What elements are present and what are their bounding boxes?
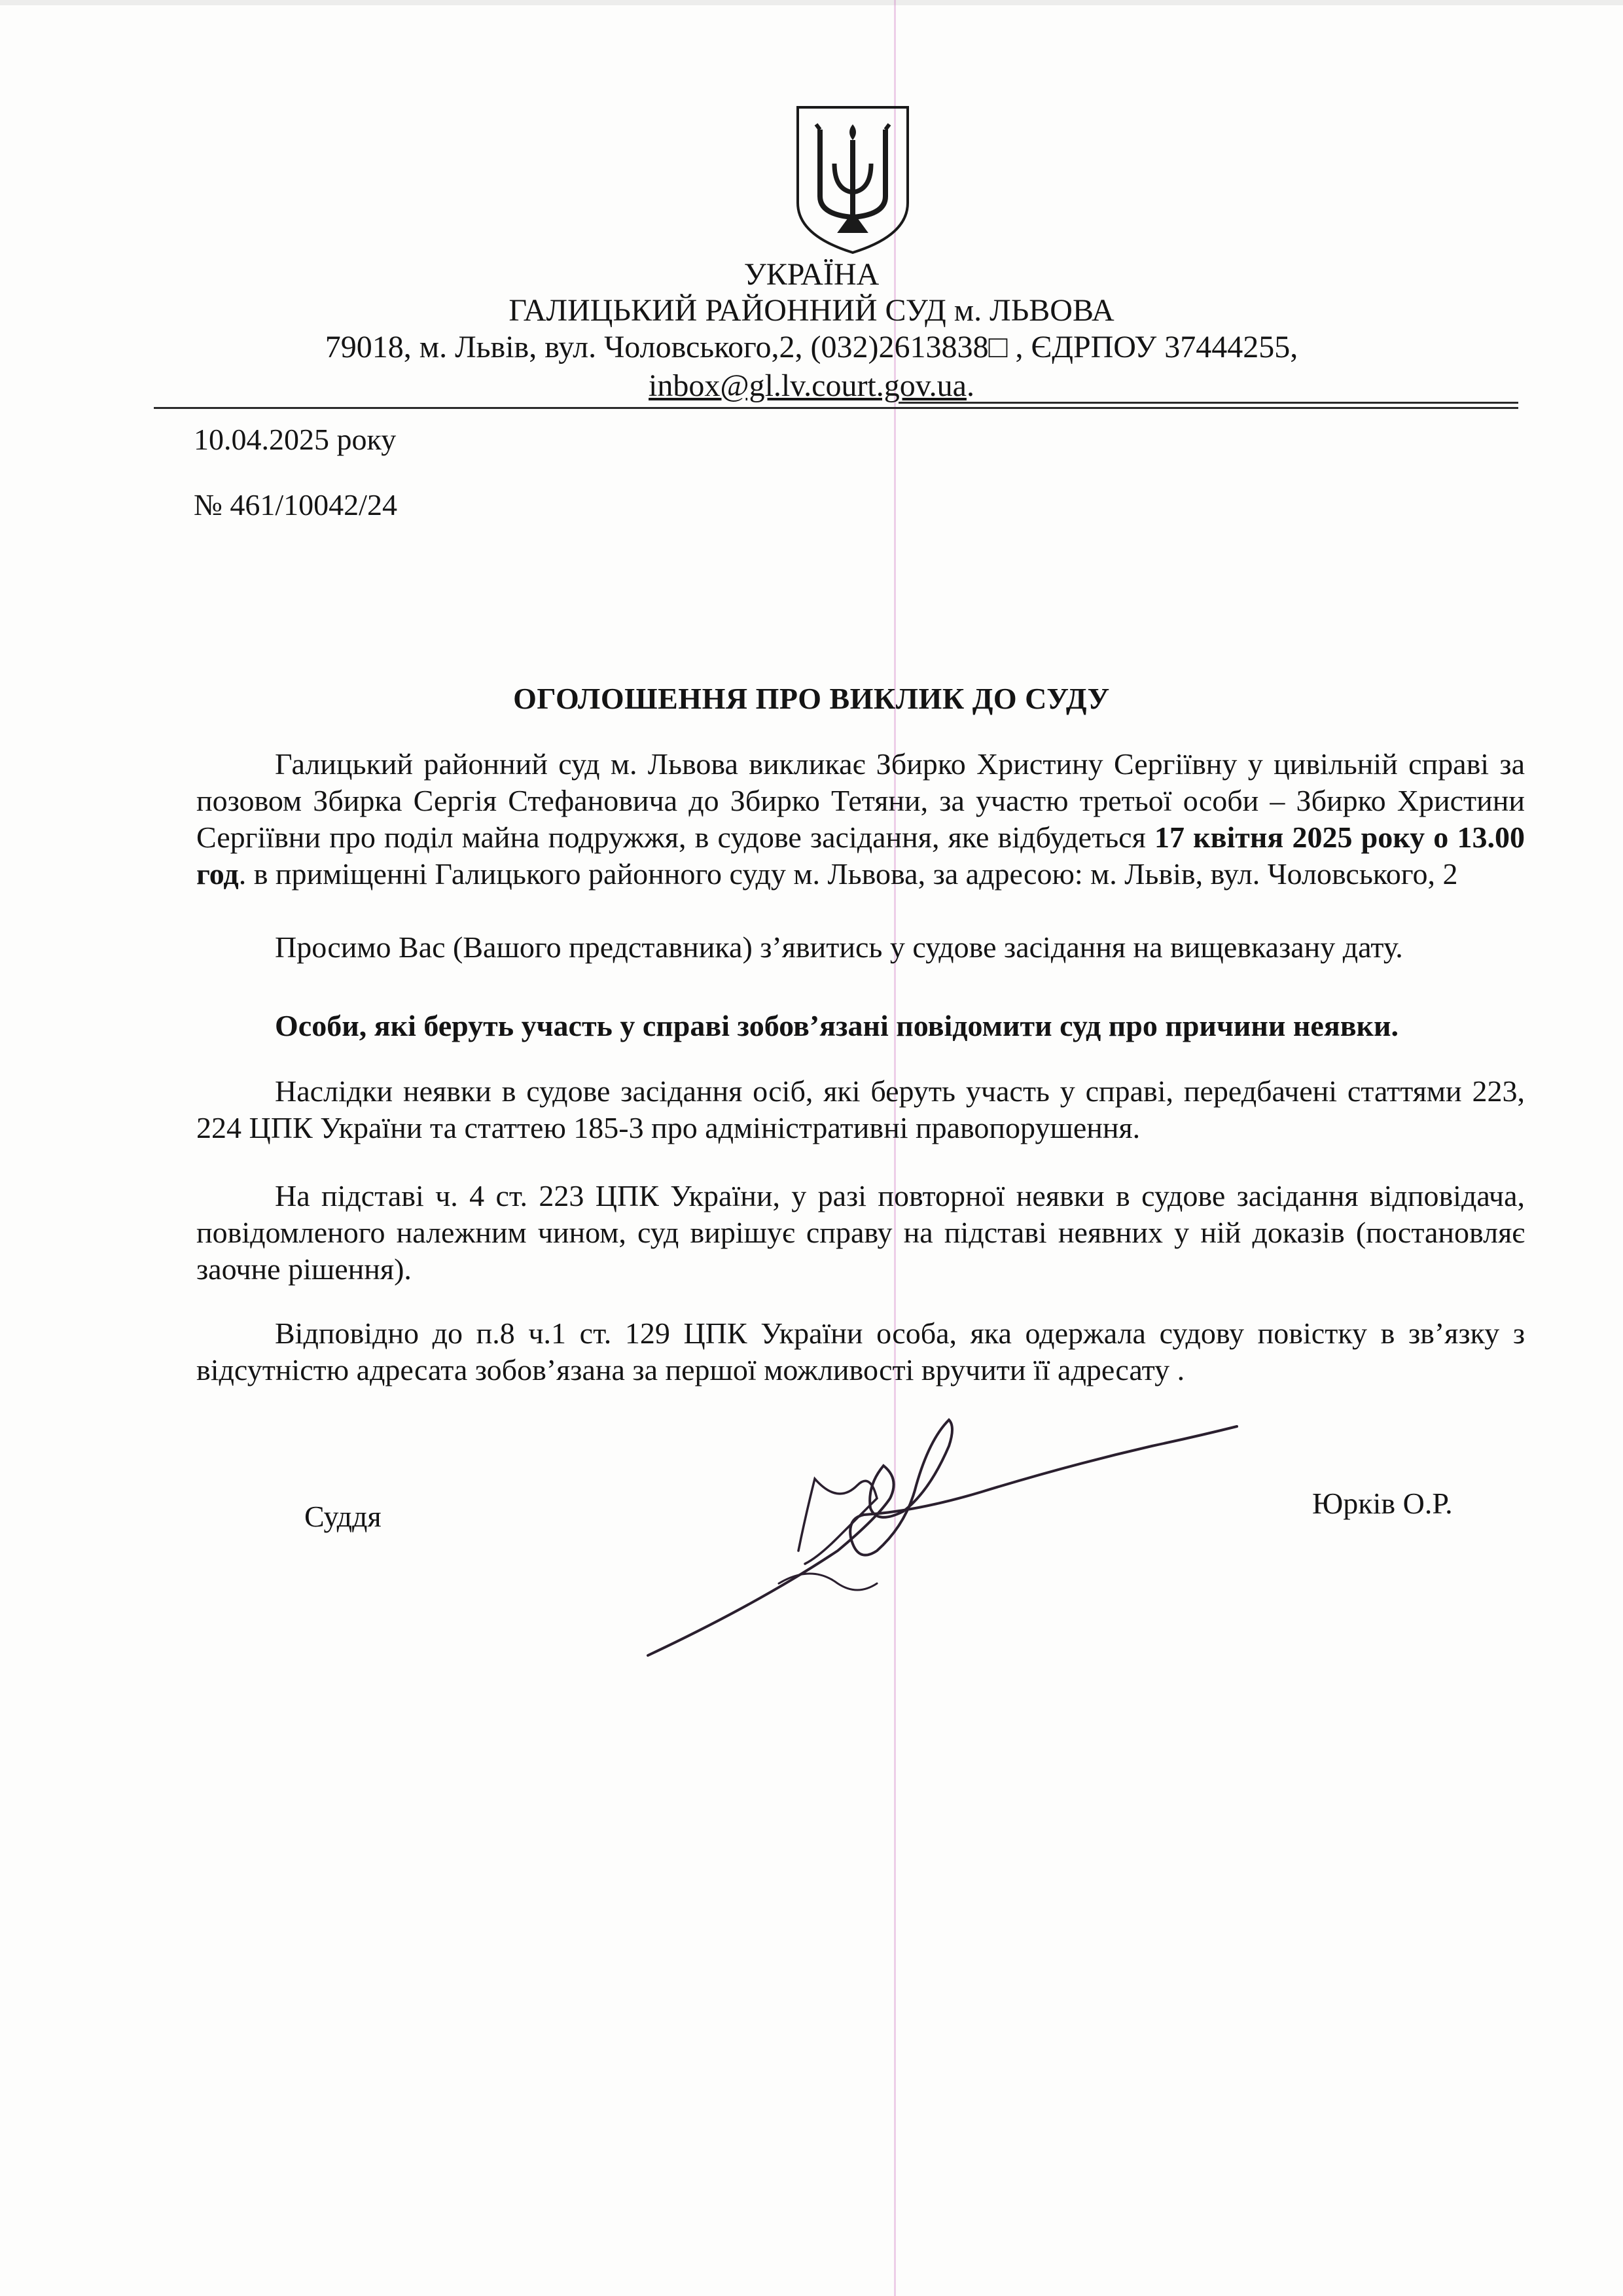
default-judgment-text: На підставі ч. 4 ст. 223 ЦПК України, у разі повторної неявки в судове засідання відповідача, повідомленого належним чином, суд вирішує справу на підставі неявних у ній доказів (постановляє заочне рішення). [196,1179,1525,1286]
consequences-text: Наслідки неявки в судове засідання осіб, які беруть участь у справі, передбачені статтями 223, 224 ЦПК України та статтею 185-3 про адміністративні правопорушення. [196,1074,1525,1144]
letterhead-email-link[interactable]: inbox@gl.lv.court.gov.ua [649,368,967,403]
judge-name: Юрків О.Р. [1312,1487,1453,1520]
letterhead-country: УКРАЇНА [743,257,880,292]
paragraph-default-judgment [196,1178,1525,1288]
tryzub-coat-of-arms-icon [794,105,912,255]
document-date: 10.04.2025 року [194,423,397,456]
obligation-text: Особи, які беруть участь у справі зобов’язані повідомити суд про причини неявки. [275,1009,1399,1042]
letterhead-rule [154,407,1518,409]
summons-text-start: Галицький районний суд м. Львова викликає Збирко Христину Сергіївну у цивільній справі за позовом Збирка Сергія Стефановича до Збирко Тетяни, за участю третьої особи – Збирко Христини Сергіївни про поділ майна подружжя, в судове засідання, яке відбудеться [196,747,1525,854]
signature-label: Суддя [304,1500,382,1533]
summons-text-end: . в приміщенні Галицького районного суду м. Львова, за адресою: м. Львів, вул. Чоловського, 2 [238,857,1458,891]
request-text: Просимо Вас (Вашого представника) з’явитись у судове засідання на вищевказану дату. [275,930,1403,964]
delivery-text: Відповідно до п.8 ч.1 ст. 129 ЦПК України особа, яка одержала судову повістку в зв’язку з відсутністю адресата зобов’язана за першої можливості вручити її адресату . [196,1316,1525,1386]
handwritten-signature [641,1387,1243,1662]
paragraph-delivery [196,1315,1525,1388]
letterhead-rule-right [899,402,1518,404]
paragraph-obligation [196,1008,1525,1044]
letterhead-address: 79018, м. Львів, вул. Чоловського,2, (032)2613838□ , ЄДРПОУ 37444255, [325,330,1298,364]
paragraph-request [196,929,1525,966]
paragraph-consequences [196,1073,1525,1146]
paragraph-summons [196,746,1525,892]
hearing-datetime: 17 квітня 2025 року о 13.00 год [196,821,1525,891]
case-number: № 461/10042/24 [194,488,397,521]
scan-top-edge [0,0,1623,5]
document-title: ОГОЛОШЕННЯ ПРО ВИКЛИК ДО СУДУ [513,682,1110,715]
letterhead-email-line: inbox@gl.lv.court.gov.ua. [649,368,974,403]
letterhead-court-name: ГАЛИЦЬКИЙ РАЙОННИЙ СУД м. ЛЬВОВА [508,293,1115,328]
